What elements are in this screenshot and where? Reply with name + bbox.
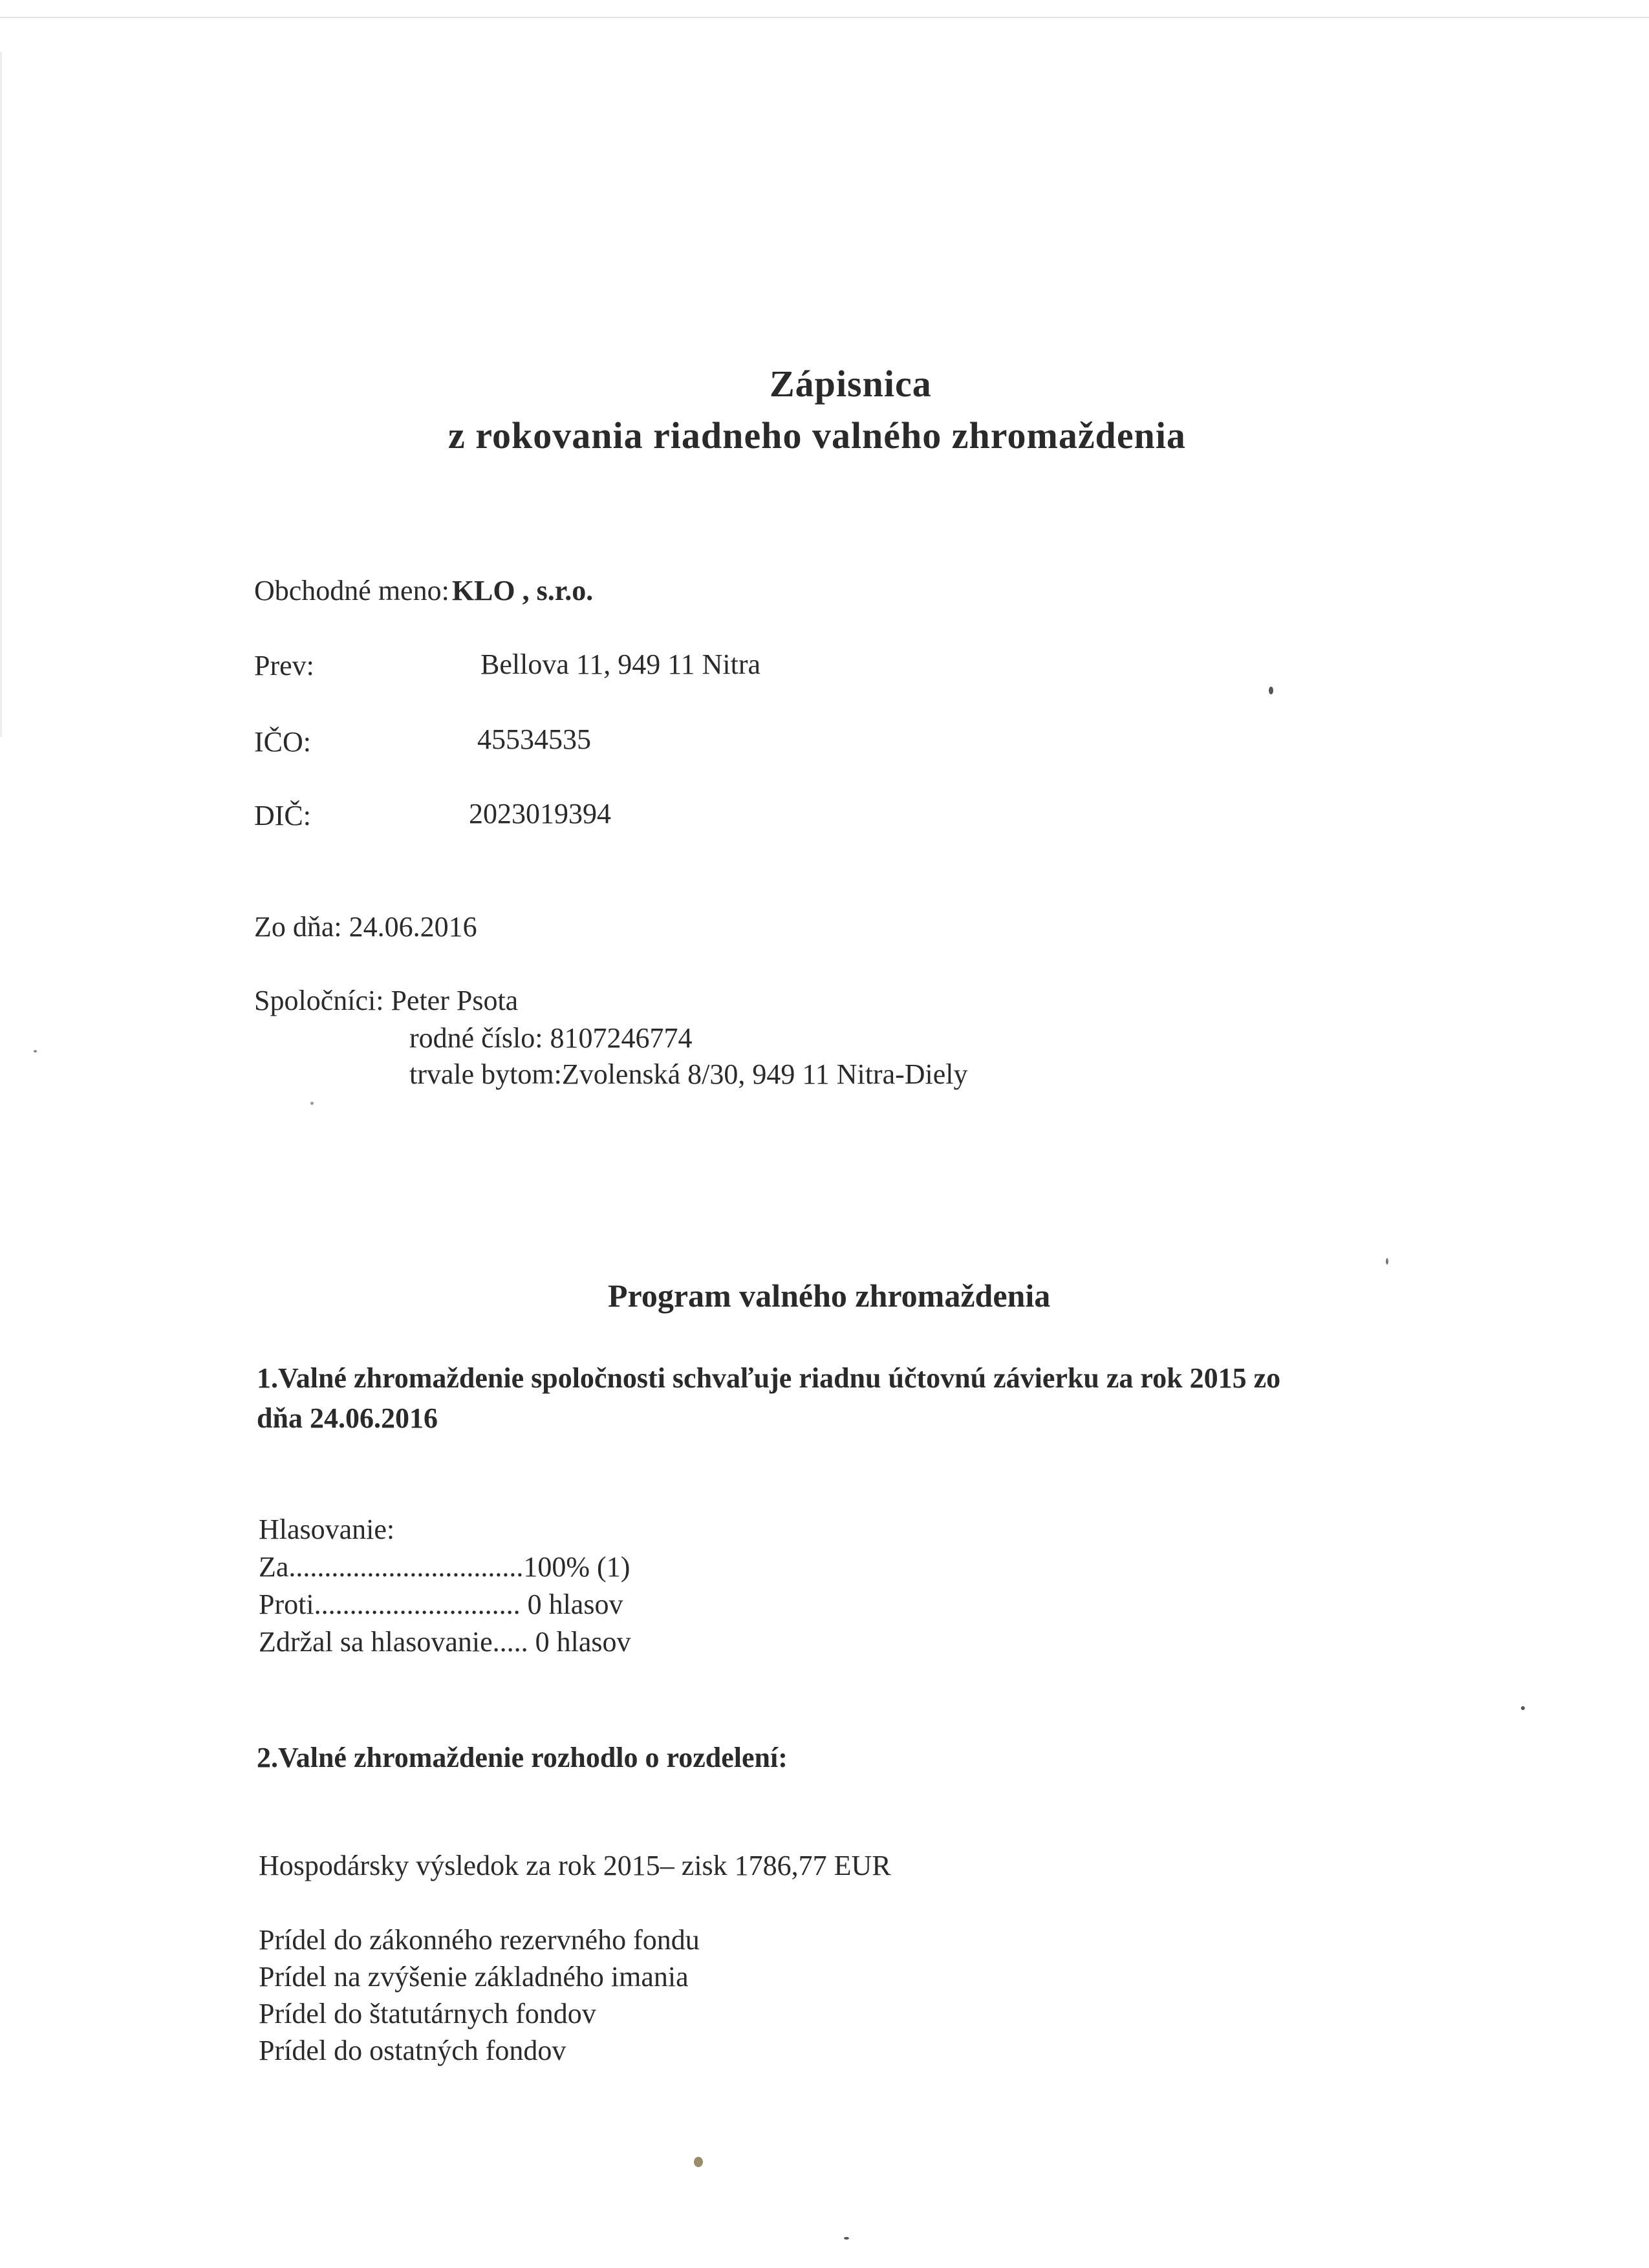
vote-for: Za.................................100% (1)	[259, 1551, 630, 1583]
address-label: Prev:	[254, 650, 314, 681]
allocation-item: Prídel do zákonného rezervného fondu	[259, 1924, 700, 1956]
address-value: Bellova 11, 949 11 Nitra	[480, 648, 760, 680]
company-name-label: Obchodné meno:	[254, 575, 449, 606]
allocation-item: Prídel do ostatných fondov	[259, 2035, 566, 2066]
ico-value: 45534535	[477, 723, 591, 755]
allocation-item: Prídel do štatutárnych fondov	[259, 1998, 596, 2029]
program-item-2: 2.Valné zhromaždenie rozhodlo o rozdelení:	[257, 1742, 788, 1773]
company-name-value: KLO , s.r.o.	[451, 575, 594, 606]
partners-label: Spoločníci:	[254, 985, 384, 1016]
program-item-1-line1: 1.Valné zhromaždenie spoločnosti schvaľuje riadnu účtovnú závierku za rok 2015 zo	[257, 1362, 1281, 1394]
meeting-date: Zo dňa: 24.06.2016	[254, 911, 477, 943]
voting-label: Hlasovanie:	[259, 1514, 395, 1545]
program-heading: Program valného zhromaždenia	[608, 1278, 1051, 1314]
economic-result: Hospodársky výsledok za rok 2015– zisk 1786,77 EUR	[259, 1850, 891, 1881]
document-subtitle: z rokovania riadneho valného zhromaždenia	[448, 414, 1186, 456]
ico-label: IČO:	[254, 726, 311, 758]
vote-against: Proti............................. 0 hlasov	[259, 1589, 623, 1620]
vote-abstain: Zdržal sa hlasovanie..... 0 hlasov	[259, 1626, 631, 1658]
program-item-1-line2: dňa 24.06.2016	[257, 1402, 438, 1434]
dic-value: 2023019394	[469, 798, 611, 829]
dic-label: DIČ:	[254, 800, 311, 831]
partner-name: Peter Psota	[391, 985, 519, 1016]
partner-birth-number: rodné číslo: 8107246774	[409, 1022, 693, 1054]
partners-row	[254, 984, 518, 1017]
company-name-row	[254, 574, 593, 607]
partner-residence: trvale bytom:Zvolenská 8/30, 949 11 Nitra-Diely	[409, 1058, 968, 1090]
allocation-item: Prídel na zvýšenie základného imania	[259, 1961, 689, 1993]
document-title: Zápisnica	[770, 363, 932, 405]
